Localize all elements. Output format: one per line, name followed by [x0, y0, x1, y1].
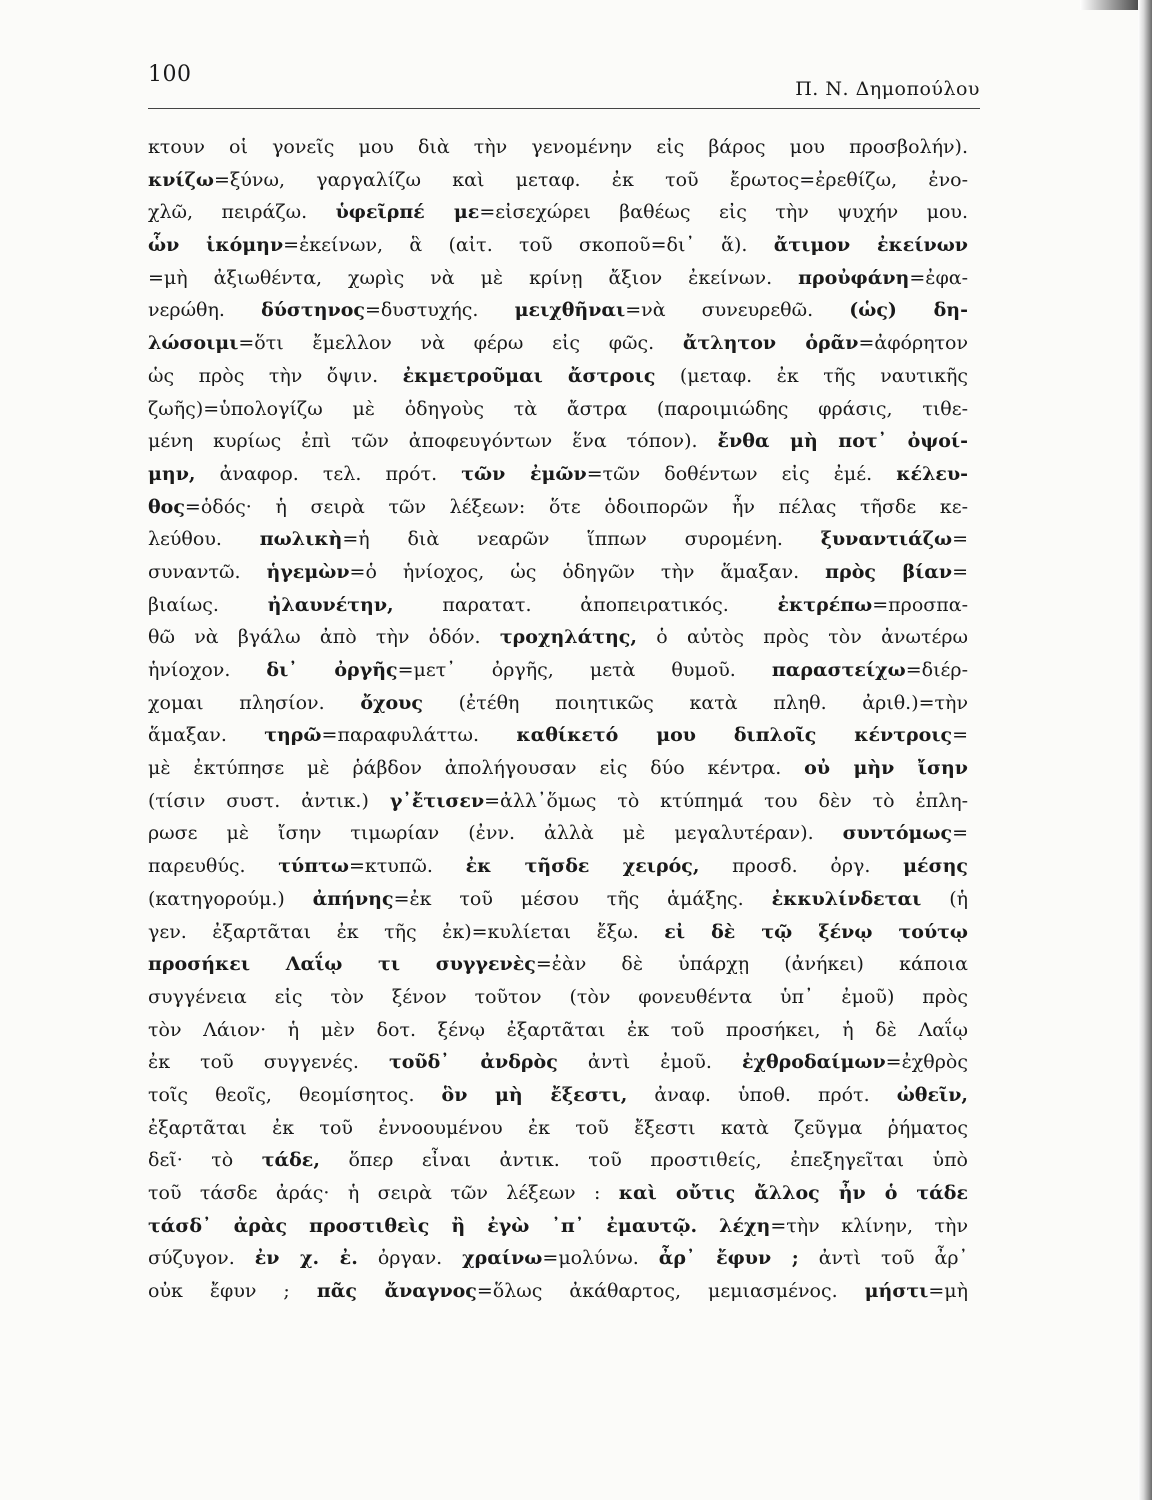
lemma-term: καὶ οὔτις ἄλλος ἦν ὁ τάδε: [618, 1182, 968, 1204]
gloss-text: =ἐχθρὸς: [885, 1051, 968, 1074]
text-line: [148, 850, 968, 883]
text-line: [148, 196, 968, 229]
text-line: [148, 1177, 968, 1210]
gloss-text: =ὁδός· ἡ σειρὰ τῶν λέξεων: ὅτε ὁδοιπορῶν ἦν πέλας τῆσδε κε-: [184, 495, 968, 518]
lemma-term: ἔνθα μὴ ποτ᾽ ὀψοί-: [717, 430, 968, 453]
lemma-term: γ᾽ἔτισεν: [389, 789, 485, 812]
text-line: [148, 1046, 968, 1079]
gloss-text: =εἰσεχώρει βαθέως εἰς τὴν ψυχήν μου.: [479, 201, 968, 224]
lemma-term: ἄτιμον ἐκείνων: [773, 234, 968, 257]
text-line: [148, 589, 968, 622]
lemma-term: ὄχους: [360, 691, 423, 714]
text-line: [148, 1275, 968, 1308]
scan-edge-right: [1138, 0, 1152, 1500]
gloss-text: θῶ νὰ βγάλω ἀπὸ τὴν ὁδόν.: [148, 626, 500, 649]
gloss-text: =ἀλλ᾽ὅμως τὸ κτύπημά του δὲν τὸ ἐπλη-: [484, 789, 968, 812]
lemma-term: μειχθῆναι: [514, 299, 626, 322]
text-line: [148, 1079, 968, 1112]
gloss-text: =μολύνω.: [542, 1247, 659, 1270]
gloss-text: παρευθύς.: [148, 855, 279, 878]
text-line: [148, 458, 968, 491]
text-line: [148, 360, 968, 393]
text-line: [148, 687, 968, 720]
gloss-text: βιαίως.: [148, 593, 268, 616]
text-line: [148, 164, 968, 197]
gloss-text: =δυστυχής.: [364, 299, 515, 322]
gloss-text: συναντῶ.: [148, 560, 267, 583]
gloss-text: δεῖ· τὸ: [148, 1149, 262, 1172]
gloss-text: =τῶν δοθέντων εἰς ἐμέ.: [586, 462, 897, 485]
gloss-text: συγγένεια εἰς τὸν ξένον τοῦτον (τὸν φονευθέντα ὑπ᾽ ἐμοῦ) πρὸς: [148, 985, 968, 1008]
lemma-term: (ὡς) δη-: [849, 299, 968, 322]
gloss-text: σύζυγον.: [148, 1247, 255, 1270]
gloss-text: ἀντὶ τοῦ ἆρ᾽: [798, 1247, 968, 1270]
text-line: [148, 229, 968, 262]
gloss-text: ἡνίοχον.: [148, 659, 267, 681]
gloss-text: =: [952, 528, 968, 551]
page-number: 100: [148, 62, 192, 87]
text-line: [148, 262, 968, 295]
gloss-text: =παραφυλάττω.: [321, 724, 517, 747]
gloss-text: γεν. ἐξαρτᾶται ἐκ τῆς ἐκ)=κυλίεται ἔξω.: [148, 920, 665, 943]
lemma-term: δι᾽ ὀργῆς: [266, 659, 398, 681]
gloss-text: ἀναφορ. τελ. πρότ.: [195, 462, 462, 485]
text-line: [148, 491, 968, 524]
lemma-term: λώσοιμι: [148, 332, 239, 355]
gloss-text: =μὴ ἀξιωθέντα, χωρὶς νὰ μὲ κρίνῃ ἄξιον ἐκείνων.: [148, 266, 799, 289]
lemma-term: ἄτλητον ὁρᾶν: [682, 332, 859, 355]
gloss-text: ἐξαρτᾶται ἐκ τοῦ ἐννοουμένου ἐκ τοῦ ἔξεστι κατὰ ζεῦγμα ῥήματος: [148, 1116, 968, 1139]
header-rule: [148, 108, 980, 109]
text-line: [148, 327, 968, 360]
gloss-text: χλῶ, πειράζω.: [148, 201, 336, 224]
gloss-text: =διέρ-: [905, 659, 968, 681]
lemma-term: μην,: [148, 462, 196, 485]
lemma-term: καθίκετό μου διπλοῖς κέντροις: [516, 724, 953, 747]
lemma-term: τάσδ᾽ ἀρὰς προστιθεὶς ἢ ἐγὼ ᾽π᾽ ἐμαυτῷ. λέχη: [148, 1214, 771, 1237]
lemma-term: ἐκμετροῦμαι ἄστροις: [402, 364, 656, 387]
gloss-text: ὀργαν.: [357, 1247, 463, 1270]
gloss-text: =νὰ συνευρεθῶ.: [625, 299, 850, 322]
gloss-text: χομαι πλησίον.: [148, 691, 361, 714]
gloss-text: =ἀφόρητον: [858, 332, 968, 355]
lemma-term: ἐχθροδαίμων: [741, 1051, 886, 1074]
text-line: [148, 1112, 968, 1145]
gloss-text: ρωσε μὲ ἴσην τιμωρίαν (ἐνν. ἀλλὰ μὲ μεγαλυτέραν).: [148, 822, 843, 845]
gloss-text: =ἐὰν δὲ ὑπάρχῃ (ἀνήκει) κάποια: [535, 953, 968, 976]
lemma-term: ὠθεῖν,: [896, 1083, 968, 1106]
lemma-term: δύστηνος: [261, 299, 365, 322]
lemma-term: τύπτω: [278, 855, 349, 878]
gloss-text: =: [952, 822, 968, 845]
gloss-text: =μὴ: [928, 1280, 968, 1303]
lemma-term: τῶν ἐμῶν: [461, 462, 587, 485]
text-line: [148, 131, 968, 164]
text-line: [148, 294, 968, 327]
lemma-term: μέσης: [903, 855, 968, 878]
gloss-text: τὸν Λάιον· ἡ μὲν δοτ. ξένῳ ἐξαρτᾶται ἐκ τοῦ προσήκει, ἡ δὲ Λαΐῳ: [148, 1018, 968, 1041]
gloss-text: ὅπερ εἶναι ἀντικ. τοῦ προστιθείς, ἐπεξηγεῖται ὑπὸ: [319, 1149, 968, 1172]
gloss-text: ἀναφ. ὑποθ. πρότ.: [627, 1083, 897, 1106]
lemma-term: πρὸς βίαν: [825, 560, 953, 583]
text-line: [148, 621, 968, 654]
lemma-term: ὃν μὴ ἔξεστι,: [441, 1083, 628, 1106]
lemma-term: οὐ μὴν ἴσην: [804, 757, 968, 780]
lemma-term: προσήκει Λαΐῳ τι συγγενὲς: [148, 953, 536, 976]
text-line: [148, 948, 968, 981]
gloss-text: =κτυπῶ.: [349, 855, 466, 878]
running-head: Π. Ν. Δημοπούλου: [795, 78, 980, 100]
gloss-text: =μετ᾽ ὀργῆς, μετὰ θυμοῦ.: [397, 659, 772, 681]
gloss-text: λεύθου.: [148, 528, 260, 551]
lemma-term: πᾶς ἄναγνος: [316, 1280, 477, 1303]
gloss-text: =ὁ ἡνίοχος, ὡς ὁδηγῶν τὴν ἅμαξαν.: [349, 560, 826, 583]
gloss-text: κτουν οἱ γονεῖς μου διὰ τὴν γενομένην εἰς βάρος μου προσβολήν).: [148, 136, 968, 158]
page-header: [148, 62, 980, 104]
lemma-term: προὐφάνη: [798, 266, 910, 289]
text-line: [148, 1242, 968, 1275]
lemma-term: ὧν ἱκόμην: [148, 234, 284, 257]
text-line: [148, 883, 968, 916]
gloss-text: ὡς πρὸς τὴν ὄψιν.: [148, 364, 403, 387]
lemma-term: συντόμως: [842, 822, 953, 845]
gloss-text: =: [952, 724, 968, 747]
lemma-term: ἠλαυνέτην,: [267, 593, 394, 616]
text-line: [148, 1144, 968, 1177]
lemma-term: κνίζω: [148, 168, 214, 191]
gloss-text: τοῖς θεοῖς, θεομίσητος.: [148, 1083, 442, 1106]
gloss-text: νερώθη.: [148, 299, 262, 322]
gloss-text: (ἡ: [921, 887, 968, 910]
gloss-text: =ἡ διὰ νεαρῶν ἵππων συρομένη.: [342, 528, 821, 551]
commentary-text: [148, 131, 968, 1308]
text-line: [148, 981, 968, 1014]
text-line: [148, 556, 968, 589]
text-line: [148, 785, 968, 818]
lemma-term: ἐκκυλίνδεται: [771, 887, 922, 910]
gloss-text: μὲ ἐκτύπησε μὲ ῥάβδον ἀπολήγουσαν εἰς δύο κέντρα.: [148, 757, 805, 780]
lemma-term: ἀπήνης: [312, 887, 394, 910]
lemma-term: ὑφεῖρπέ με: [335, 201, 480, 224]
lemma-term: ἐκ τῆσδε χειρός,: [465, 855, 700, 878]
lemma-term: εἰ δὲ τῷ ξένῳ τούτῳ: [664, 920, 968, 943]
gloss-text: οὐκ ἔφυν ;: [148, 1280, 317, 1303]
lemma-term: χραίνω: [462, 1247, 543, 1270]
gloss-text: =ἐκ τοῦ μέσου τῆς ἁμάξης.: [393, 887, 772, 910]
lemma-term: ἐκτρέπω: [777, 593, 873, 616]
lemma-term: τηρῶ: [264, 724, 322, 747]
text-line: [148, 393, 968, 426]
gloss-text: παρατατ. ἀποπειρατικός.: [393, 593, 778, 616]
lemma-term: παραστείχω: [771, 659, 906, 681]
gloss-text: =ὅτι ἔμελλον νὰ φέρω εἰς φῶς.: [238, 332, 683, 355]
text-line: [148, 654, 968, 687]
gloss-text: (κατηγορούμ.): [148, 887, 313, 910]
gloss-text: (ἐτέθη ποιητικῶς κατὰ πληθ. ἀριθ.)=τὴν: [422, 691, 968, 714]
gloss-text: ἐκ τοῦ συγγενές.: [148, 1051, 389, 1074]
lemma-term: κέλευ-: [896, 462, 968, 485]
lemma-term: μήστι: [864, 1280, 929, 1303]
lemma-term: τάδε,: [261, 1149, 320, 1172]
gloss-text: τοῦ τάσδε ἀράς· ἡ σειρὰ τῶν λέξεων :: [148, 1182, 619, 1204]
gloss-text: =προσπα-: [872, 593, 968, 616]
gloss-text: ζωῆς)=ὑπολογίζω μὲ ὁδηγοὺς τὰ ἄστρα (παροιμιώδης φράσις, τιθε-: [148, 397, 968, 420]
gloss-text: ἅμαξαν.: [148, 724, 265, 747]
lemma-term: ἆρ᾽ ἔφυν ;: [658, 1247, 799, 1270]
gloss-text: προσδ. ὀργ.: [699, 855, 904, 878]
gloss-text: (μεταφ. ἐκ τῆς ναυτικῆς: [655, 364, 968, 387]
text-line: [148, 1210, 968, 1243]
gloss-text: ἀντὶ ἐμοῦ.: [557, 1051, 742, 1074]
lemma-term: θος: [148, 495, 185, 518]
text-line: [148, 916, 968, 949]
gloss-text: =ὅλως ἀκάθαρτος, μεμιασμένος.: [476, 1280, 865, 1303]
text-line: [148, 523, 968, 556]
gloss-text: μένη κυρίως ἐπὶ τῶν ἀποφευγόντων ἕνα τόπον).: [148, 430, 718, 453]
gloss-text: =ἐφα-: [909, 266, 968, 289]
lemma-term: ἐν χ. ἐ.: [254, 1247, 358, 1270]
gloss-text: =ἐκείνων, ἃ (αἰτ. τοῦ σκοποῦ=δι᾽ ἅ).: [283, 234, 774, 257]
lemma-term: ξυναντιάζω: [820, 528, 953, 551]
text-line: [148, 752, 968, 785]
gloss-text: =ξύνω, γαργαλίζω καὶ μεταφ. ἐκ τοῦ ἔρωτος=ἐρεθίζω, ἐνο-: [213, 168, 968, 191]
lemma-term: τοῦδ᾽ ἀνδρὸς: [388, 1051, 558, 1074]
lemma-term: τροχηλάτης,: [499, 626, 637, 649]
gloss-text: =τὴν κλίνην, τὴν: [770, 1214, 968, 1237]
text-line: [148, 425, 968, 458]
lemma-term: πωλικὴ: [259, 528, 343, 551]
lemma-term: ἡγεμὼν: [266, 560, 350, 583]
text-line: [148, 817, 968, 850]
gloss-text: (τίσιν συστ. ἀντικ.): [148, 789, 390, 812]
gloss-text: =: [952, 560, 968, 583]
text-line: [148, 1014, 968, 1047]
text-line: [148, 719, 968, 752]
gloss-text: ὁ αὐτὸς πρὸς τὸν ἀνωτέρω: [637, 626, 968, 649]
